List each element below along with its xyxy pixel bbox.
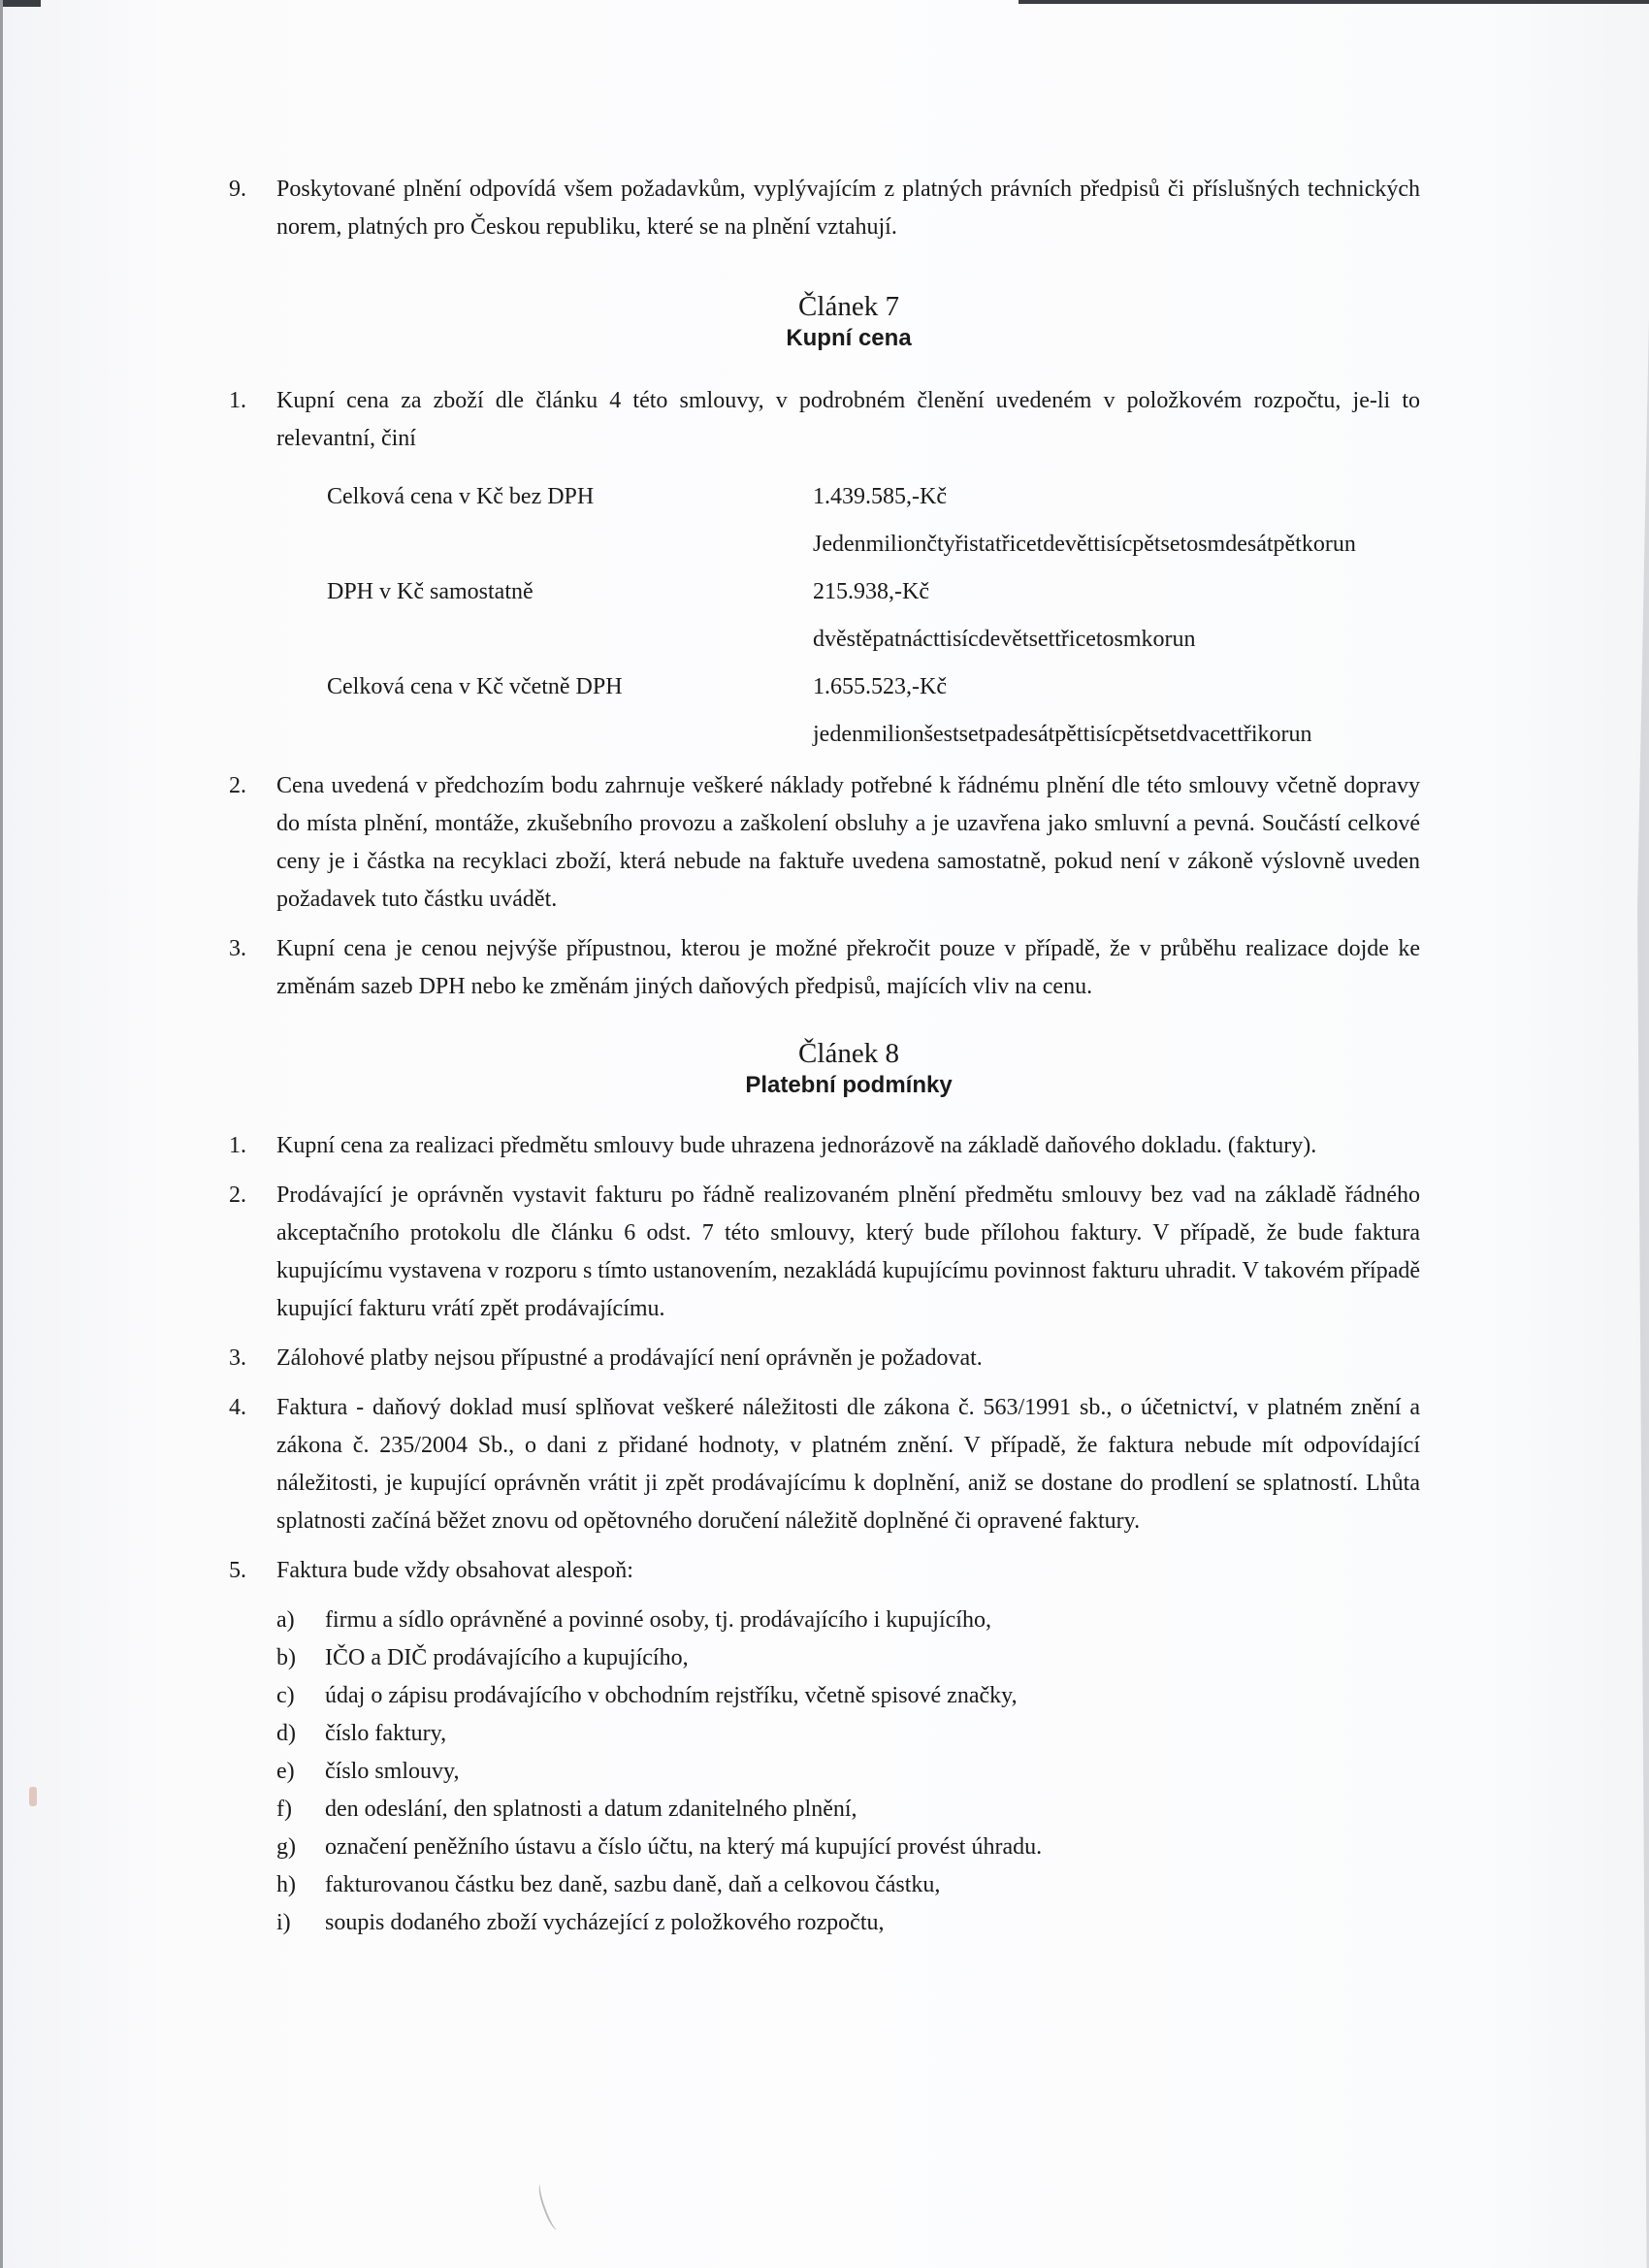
price-words-row xyxy=(327,526,1420,564)
clause-text: Kupní cena za zboží dle článku 4 této smlouvy, v podrobném členění uvedeném v položkovém rozpočtu, je-li to relevantní, činí xyxy=(276,388,1420,451)
list-text: označení peněžního ústavu a číslo účtu, na který má kupující provést úhradu. xyxy=(325,1834,1043,1860)
list-text: číslo smlouvy, xyxy=(325,1759,460,1784)
list-item xyxy=(276,1677,1420,1715)
clause-number: 5. xyxy=(229,1558,246,1583)
article-number: Článek 8 xyxy=(798,1038,899,1069)
price-label: Celková cena v Kč včetně DPH xyxy=(327,674,623,699)
price-in-words: jedenmilionšestsetpadesátpěttisícpětsetdvacettřikorun xyxy=(813,722,1312,747)
list-item xyxy=(276,1602,1420,1639)
clause-item xyxy=(229,1389,1420,1540)
scan-border-top-left xyxy=(0,0,41,7)
list-item xyxy=(276,1639,1420,1677)
list-item xyxy=(276,1866,1420,1904)
list-text: číslo faktury, xyxy=(325,1721,447,1746)
scan-border-top-right xyxy=(1018,0,1649,4)
price-label: Celková cena v Kč bez DPH xyxy=(327,484,595,509)
clause-text: Kupní cena za realizaci předmětu smlouvy bude uhrazena jednorázově na základě daňového dokladu. (faktury). xyxy=(276,1133,1317,1158)
clause-text: Poskytované plnění odpovídá všem požadavkům, vyplývajícím z platných právních předpisů či příslušných technických norem, platných pro Českou republiku, které se na plnění vztahují. xyxy=(276,177,1420,240)
document-body xyxy=(229,171,1420,1942)
price-row-without-vat xyxy=(327,478,1420,516)
article-title: Platební podmínky xyxy=(745,1072,953,1098)
clause-number: 9. xyxy=(229,177,246,202)
price-table xyxy=(327,478,1420,754)
clause-text: Zálohové platby nejsou přípustné a prodávající není oprávněn je požadovat. xyxy=(276,1345,983,1371)
invoice-requirements-list xyxy=(276,1602,1420,1942)
price-label: DPH v Kč samostatně xyxy=(327,579,534,604)
scan-shadow-right xyxy=(1533,0,1649,2268)
list-text: údaj o zápisu prodávajícího v obchodním rejstříku, včetně spisové značky, xyxy=(325,1683,1018,1708)
list-letter: a) xyxy=(276,1607,295,1633)
clause-text: Cena uvedená v předchozím bodu zahrnuje veškeré náklady potřebné k řádnému plnění dle této smlouvy včetně dopravy do místa plnění, montáže, zkušebního provozu a zaškolení obsluhy a je uzavřena jako smluvní a pevná. Součástí celkové ceny je i částka na recyklaci zboží, která nebude na faktuře uvedena samostatně, pokud není v zákoně výslovně uveden požadavek tuto částku uvádět. xyxy=(276,773,1420,912)
list-text: fakturovanou částku bez daně, sazbu daně, daň a celkovou částku, xyxy=(325,1872,941,1897)
list-letter: d) xyxy=(276,1721,296,1746)
clause-item xyxy=(229,1340,1420,1377)
clause-item xyxy=(229,382,1420,458)
list-letter: g) xyxy=(276,1834,296,1860)
scan-border-left xyxy=(0,0,3,2268)
clause-number: 2. xyxy=(229,1183,246,1208)
list-item xyxy=(276,1715,1420,1753)
list-text: soupis dodaného zboží vycházející z položkového rozpočtu, xyxy=(325,1910,885,1935)
clause-number: 1. xyxy=(229,1133,246,1158)
price-row-with-vat xyxy=(327,668,1420,706)
price-value: 1.439.585,-Kč xyxy=(813,484,947,509)
clause-number: 1. xyxy=(229,388,246,413)
clause-text: Faktura - daňový doklad musí splňovat veškeré náležitosti dle zákona č. 563/1991 sb., o účetnictví, v platném znění a zákona č. 235/2004 Sb., o dani z přidané hodnoty, v platném znění. V případě, že faktura nebude mít odpovídající náležitosti, je kupující oprávněn vrátit ji zpět prodávajícímu k doplnění, aniž se dostane do prodlení se splatností. Lhůta splatnosti začíná běžet znovu od opětovného doručení náležitě doplněné či opravené faktury. xyxy=(276,1395,1420,1534)
list-item xyxy=(276,1904,1420,1942)
clause-item xyxy=(229,930,1420,1006)
price-row-vat xyxy=(327,573,1420,611)
clause-text: Kupní cena je cenou nejvýše přípustnou, kterou je možné překročit pouze v případě, že v průběhu realizace dojde ke změnám sazeb DPH nebo ke změnám jiných daňových předpisů, majících vliv na cenu. xyxy=(276,936,1420,999)
list-item xyxy=(276,1829,1420,1866)
price-words-row xyxy=(327,621,1420,659)
list-letter: f) xyxy=(276,1797,292,1822)
list-text: firmu a sídlo oprávněné a povinné osoby, tj. prodávajícího i kupujícího, xyxy=(325,1607,991,1633)
clause-text: Faktura bude vždy obsahovat alespoň: xyxy=(276,1558,633,1583)
clause-item xyxy=(229,171,1420,246)
price-in-words: Jedenmiliončtyřistatřicetdevěttisícpětsetosmdesátpětkorun xyxy=(813,532,1356,557)
price-words-row xyxy=(327,716,1420,754)
article-8-heading xyxy=(277,1037,1420,1101)
clause-item xyxy=(229,1127,1420,1165)
clause-item xyxy=(229,1177,1420,1328)
price-value: 1.655.523,-Kč xyxy=(813,674,947,699)
list-text: IČO a DIČ prodávajícího a kupujícího, xyxy=(325,1645,689,1670)
article-7-heading xyxy=(277,290,1420,354)
list-letter: b) xyxy=(276,1645,296,1670)
list-letter: i) xyxy=(276,1910,291,1935)
clause-number: 3. xyxy=(229,1345,246,1371)
clause-item xyxy=(229,1552,1420,1590)
clause-item xyxy=(229,767,1420,919)
scan-smudge xyxy=(29,1787,37,1806)
clause-number: 3. xyxy=(229,936,246,961)
clause-number: 4. xyxy=(229,1395,246,1420)
list-letter: h) xyxy=(276,1872,296,1897)
list-letter: c) xyxy=(276,1683,295,1708)
list-text: den odeslání, den splatnosti a datum zdanitelného plnění, xyxy=(325,1797,857,1822)
price-value: 215.938,-Kč xyxy=(813,579,929,604)
article-title: Kupní cena xyxy=(786,325,912,351)
article-number: Článek 7 xyxy=(798,291,899,322)
price-in-words: dvěstěpatnácttisícdevětsettřicetosmkorun xyxy=(813,627,1196,652)
scan-stray-mark xyxy=(535,2182,563,2231)
list-item xyxy=(276,1791,1420,1829)
list-letter: e) xyxy=(276,1759,295,1784)
clause-text: Prodávající je oprávněn vystavit fakturu po řádně realizovaném plnění předmětu smlouvy bez vad na základě řádného akceptačního protokolu dle článku 6 odst. 7 této smlouvy, který bude přílohou faktury. V případě, že bude faktura kupujícímu vystavena v rozporu s tímto ustanovením, nezakládá kupujícímu povinnost fakturu uhradit. V takovém případě kupující fakturu vrátí zpět prodávajícímu. xyxy=(276,1183,1420,1321)
list-item xyxy=(276,1753,1420,1791)
clause-number: 2. xyxy=(229,773,246,798)
